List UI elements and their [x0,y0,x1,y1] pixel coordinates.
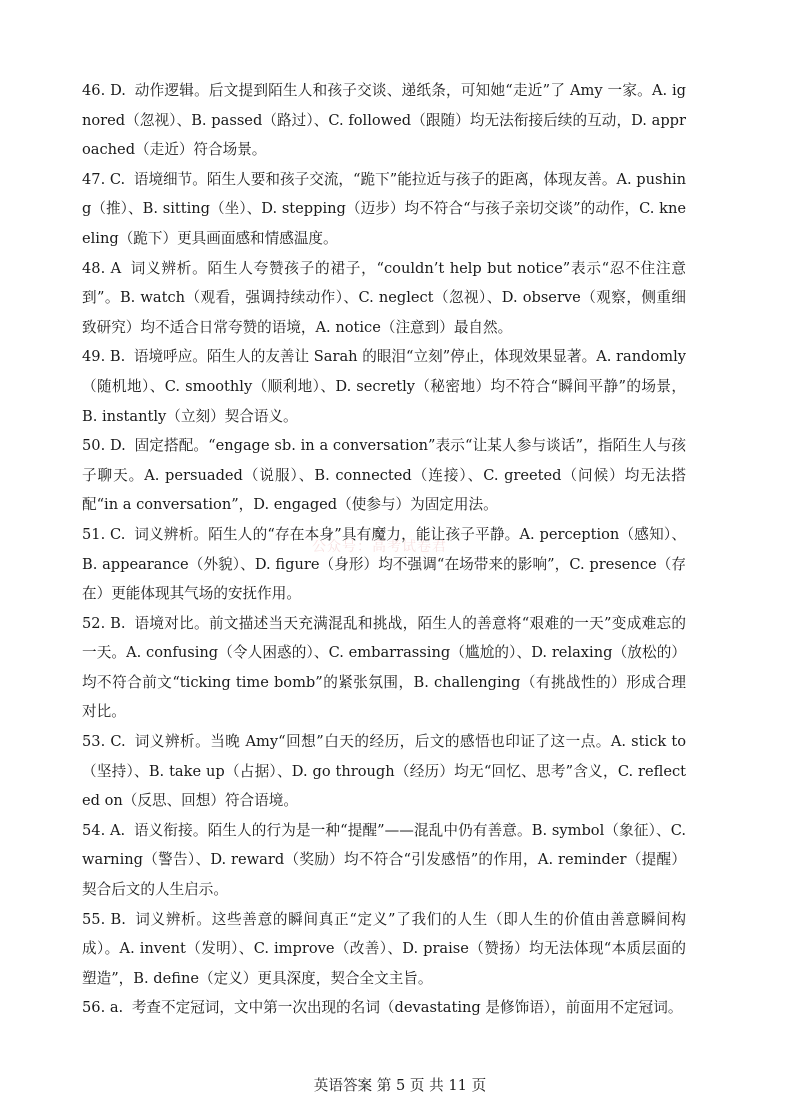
answer-49 [82,342,686,431]
answer-55 [82,905,686,994]
answer-number: 49. B. [82,348,126,366]
answer-number: 55. B. [82,910,126,928]
answer-explanation: 语境呼应。陌生人的友善让 Sarah 的眼泪“立刻”停止，体现效果显著。A. randomly（随机地）、C. smoothly（顺利地）、D. secretly（秘密地）均不符合“瞬间平静”的场景，B. instantly（立刻）契合语义。 [82,348,687,425]
answer-explanation: 动作逻辑。后文提到陌生人和孩子交谈、递纸条，可知她“走近”了 Amy 一家。A. ignored（忽视）、B. passed（路过）、C. followed（跟随）均无法衔接后续的互动，D. approached（走近）符合场景。 [82,82,687,159]
answer-51 [82,520,686,609]
answer-53 [82,727,686,816]
answer-number: 54. A. [82,821,126,839]
answer-explanation: 语境对比。前文描述当天充满混乱和挑战，陌生人的善意将“艰难的一天”变成难忘的一天。A. confusing（令人困惑的）、C. embarrassing（尴尬的）、D. relaxing（放松的）均不符合前文“ticking time bomb”的紧张氛围，B. challenging（有挑战性的）形成合理对比。 [82,614,686,721]
answer-number: 46. D. [82,82,126,99]
answer-50 [82,431,686,520]
answer-number: 52. B. [82,614,126,632]
answer-number: 56. a. [82,999,124,1017]
answer-52 [82,609,686,727]
watermark: 公众号：高考试卷君 [312,539,447,555]
answer-explanation: 语义衔接。陌生人的行为是一种“提醒”——混乱中仍有善意。B. symbol（象征）、C. warning（警告）、D. reward（奖励）均不符合“引发感悟”的作用，A. reminder（提醒）契合后文的人生启示。 [82,821,687,899]
answer-number: 53. C. [82,733,126,751]
answer-explanation: 固定搭配。“engage sb. in a conversation”表示“让某人参与谈话”，指陌生人与孩子聊天。A. persuaded（说服）、B. connected（连接）、C. greeted（问候）均无法搭配“in a conversation”，D. engaged（使参与）为固定用法。 [82,437,687,514]
answer-47 [82,165,686,254]
answer-explanation: 考查不定冠词，文中第一次出现的名词（devastating 是修饰语），前面用不定冠词。 [131,999,683,1017]
answer-explanation: 词义辨析。这些善意的瞬间真正“定义”了我们的人生（即人生的价值由善意瞬间构成）。A. invent（发明）、C. improve（改善）、D. praise（赞扬）均无法体现“本质层面的塑造”，B. define（定义）更具深度，契合全文主旨。 [82,910,687,987]
answer-46 [82,76,686,165]
answer-explanation: 词义辨析。陌生人的“存在本身”具有魔力，能让孩子平静。A. perception（感知）、B. appearance（外貌）、D. figure（身形）均不强调“在场带来的影响”，C. presence（存在）更能体现其气场的安抚作用。 [82,525,686,603]
answer-54 [82,816,686,905]
answer-explanation: 词义辨析。当晚 Amy“回想”白天的经历，后文的感悟也印证了这一点。A. stick to（坚持）、B. take up（占据）、D. go through（经历）均无“回忆、思考”含义，C. reflected on（反思、回想）符合语境。 [82,733,687,810]
answer-number: 50. D. [82,437,126,455]
page-footer: 英语答案 第 5 页 共 11 页 [313,1077,487,1094]
answer-explanation: 语境细节。陌生人要和孩子交流，“跪下”能拉近与孩子的距离，体现友善。A. pushing（推）、B. sitting（坐）、D. stepping（迈步）均不符合“与孩子亲切交谈”的动作，C. kneeling（跪下）更具画面感和情感温度。 [82,170,687,247]
answer-number: 48. A [82,259,122,277]
answer-48 [82,254,686,343]
answer-56 [82,993,686,1023]
answer-number: 51. C. [82,525,126,543]
answer-number: 47. C. [82,170,126,188]
answer-explanation: 词义辨析。陌生人夸赞孩子的裙子，“couldn’t help but notice”表示“忍不住注意到”。B. watch（观看，强调持续动作）、C. neglect（忽视）、D. observe（观察，侧重细致研究）均不适合日常夸赞的语境，A. notice（注意到）最自然。 [82,259,687,336]
